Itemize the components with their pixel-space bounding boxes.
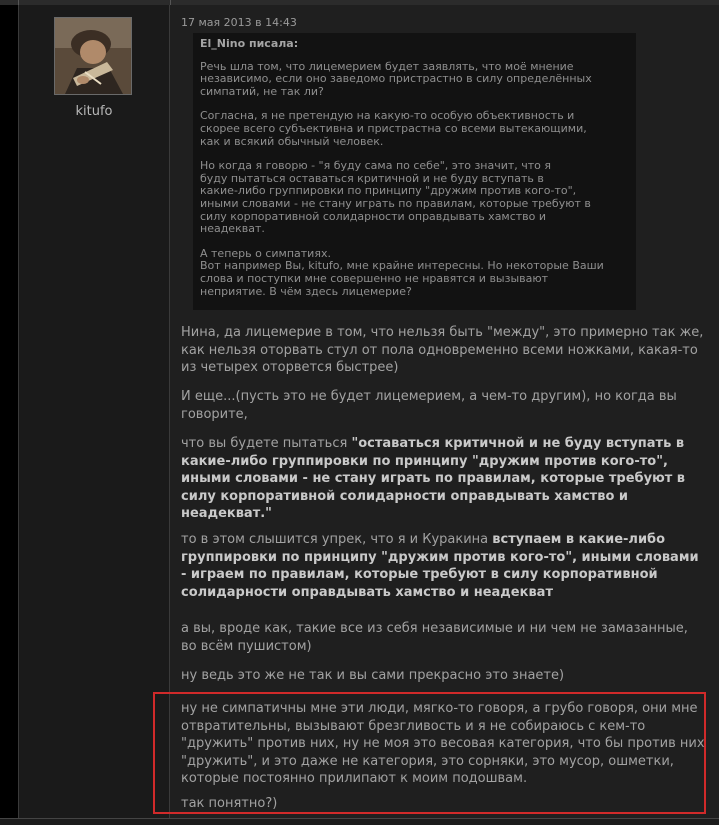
post-date: 17 мая 2013 в 14:43 xyxy=(181,16,297,29)
avatar-image xyxy=(55,18,131,94)
quote-paragraph: Но когда я говорю - "я буду сама по себе", это значит, что я буду пытаться оставаться критичной и не буду вступать в какие-либо группировки по принципу "дружим против кого-то", иными словами - не стану играть по правилам, которые требуют в силу корпоративной солидарности оправдывать хамство и неадекват. xyxy=(200,159,591,236)
post-paragraph: ну ведь это же не так и вы сами прекрасно это знаете) xyxy=(181,668,565,683)
post-paragraph xyxy=(181,531,706,601)
post-bold-quote: вступаем в какие-либо группировки по принципу "дружим против кого-то", иными словами - играем по правилам, которые требуют в силу корпоративной солидарности оправдывать хамство и неадекват xyxy=(181,532,699,600)
quote-paragraph: Речь шла том, что лицемерием будет заявлять, что моё мнение независимо, если оно заведомо пристрастно в силу определённых симпатий, не так ли? xyxy=(200,59,592,98)
post-paragraph: а вы, вроде как, такие все из себя независимые и ни чем не замазанные, во всём пушистом) xyxy=(181,621,688,654)
avatar[interactable] xyxy=(54,17,132,95)
post-bold-quote: "оставаться критичной и не буду вступать в какие-либо группировки по принципу "дружим против кого-то", иными словами - не стану играть по правилам, которые требуют в силу корпоративной солидарности оправдывать хамство и неадекват." xyxy=(181,436,686,521)
post-text: то в этом слышится упрек, что я и Куракина xyxy=(181,532,493,547)
author-username[interactable]: kitufo xyxy=(75,104,113,119)
quote-paragraph: Согласна, я не претендую на какую-то особую объективность и скорее всего субъективна и пристрастна со всеми вытекающими, как и всякий обычный человек. xyxy=(200,109,587,148)
quote-author-name[interactable]: El_Nino xyxy=(200,37,246,50)
post-text: что вы будете пытаться xyxy=(181,436,352,451)
author-panel xyxy=(18,5,170,825)
quote-paragraph: А теперь о симпатиях. Вот например Вы, kitufo, мне крайне интересны. Но некоторые Ваши слова и поступки мне совершенно не нравятся и вызывают неприятие. В чём здесь лицемерие? xyxy=(200,246,604,298)
quote-author xyxy=(200,38,629,51)
quote-block xyxy=(193,33,636,310)
post-paragraph: И еще...(пусть это не будет лицемерием, а чем-то другим), но когда вы говорите, xyxy=(181,389,677,422)
quote-author-suffix: писала: xyxy=(245,37,299,50)
post-paragraph: ну не симпатичны мне эти люди, мягко-то говоря, а грубо говоря, они мне отвратительны, вызывают брезгливость и я не собираюсь с кем-то "дружить" против них, ну не моя это весовая категория, что бы против них "дружить", и это даже не категория, это сорняки, это мусор, ошметки, которые постоянно прилипают к моим подошвам. xyxy=(181,701,705,786)
bottom-border xyxy=(0,818,719,825)
post-paragraph: Нина, да лицемерие в том, что нельзя быть "между", это примерно так же, как нельзя оторвать стул от пола одновременно всеми ножками, какая-то из четырех оторвется быстрее) xyxy=(181,325,704,375)
post-paragraph: так понятно?) xyxy=(181,796,278,811)
post-paragraph xyxy=(181,435,706,523)
